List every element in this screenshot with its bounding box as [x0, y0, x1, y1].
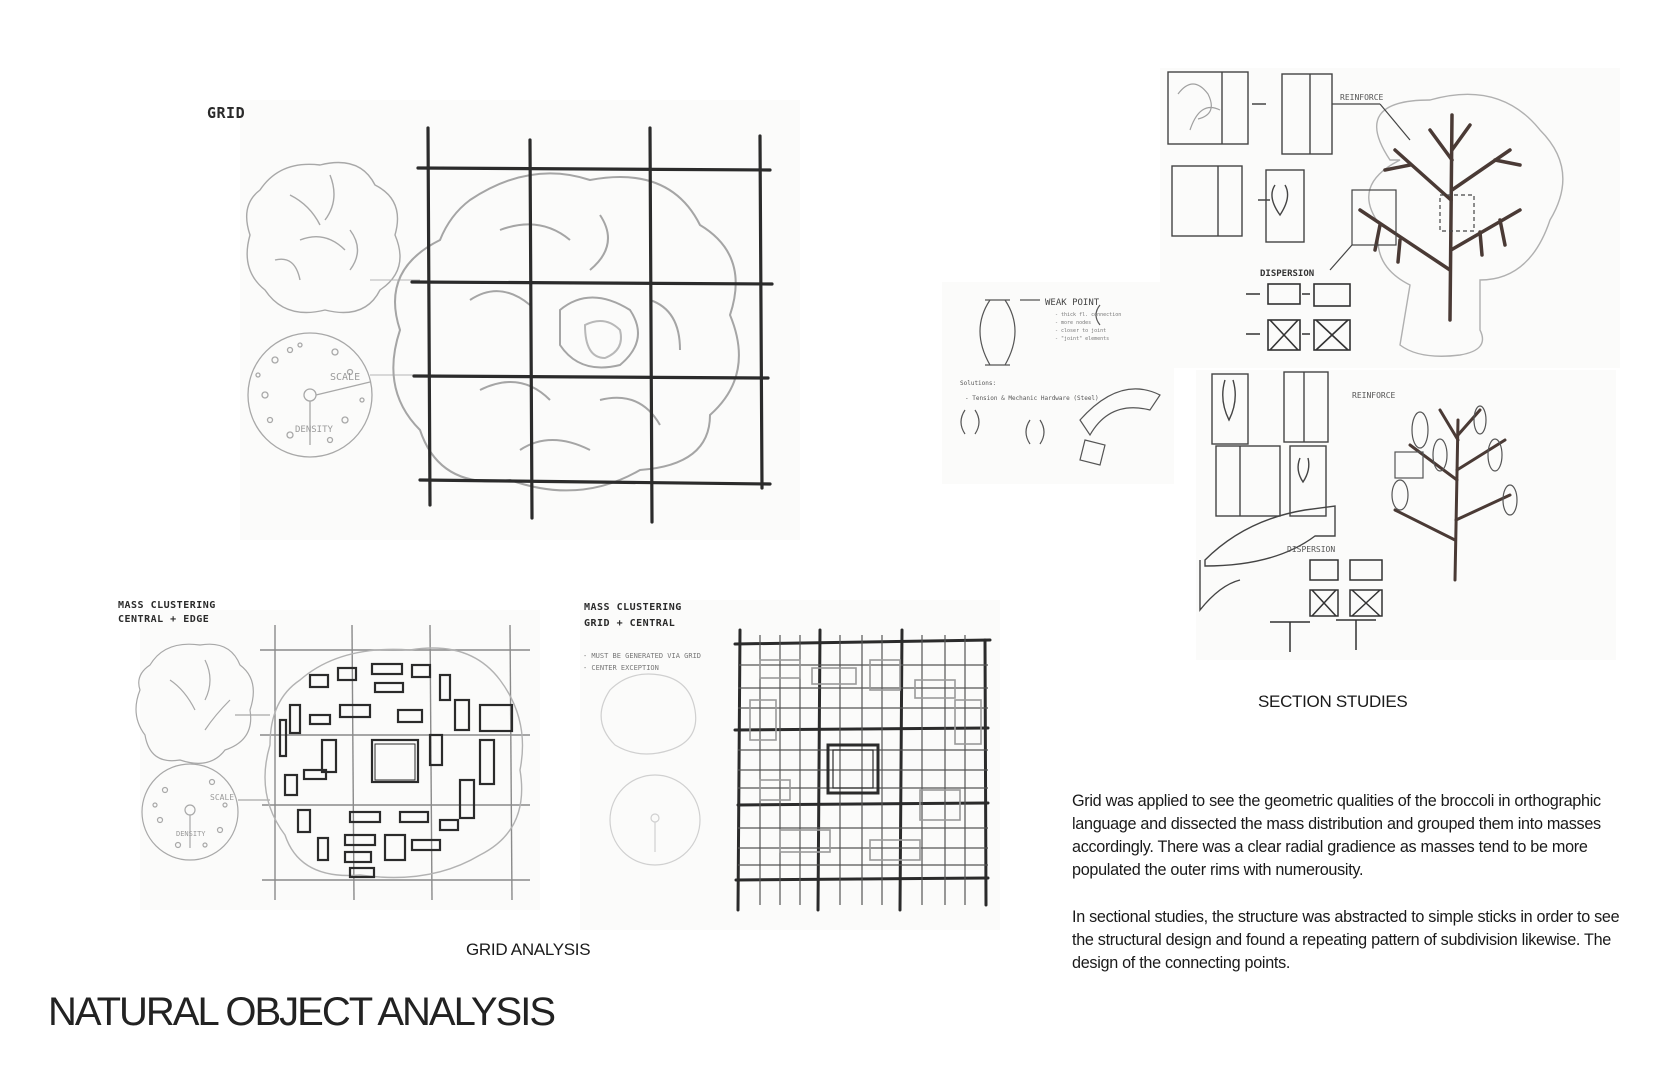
svg-text:- closer to joint: - closer to joint — [1055, 328, 1107, 334]
dispersion-label-1: DISPERSION — [1260, 269, 1315, 279]
mass-clustering-2-label-line1: MASS CLUSTERING — [584, 602, 682, 613]
description-paragraph-2: In sectional studies, the structure was abstracted to simple sticks in order to see the structural design and found a repeating pattern of subdivision likewise. The design of the connecting points. — [1072, 908, 1620, 972]
svg-text:- "joint" elements: - "joint" elements — [1055, 336, 1110, 342]
grid-sketch-label: GRID — [207, 104, 246, 122]
description-block — [1072, 790, 1632, 999]
reinforce-label-2: REINFORCE — [1352, 391, 1396, 400]
scale-label-2: SCALE — [210, 793, 235, 802]
mass-note-2: - CENTER EXCEPTION — [583, 664, 659, 672]
svg-text:- Tension & Mechanic Hardware: - Tension & Mechanic Hardware (Steel) — [965, 395, 1099, 402]
weak-point-label: WEAK POINT — [1045, 298, 1100, 308]
svg-text:- more nodes: - more nodes — [1055, 320, 1092, 326]
mass-clustering-1-label-line1: MASS CLUSTERING — [118, 600, 216, 611]
description-paragraph-1: Grid was applied to see the geometric qualities of the broccoli in orthographic language and dissected the mass distribution and grouped them into masses accordingly. There was a clear radial gradience as masses tend to be more populated the outer rims with numerousity. — [1072, 792, 1601, 879]
scale-label-1: SCALE — [330, 372, 361, 383]
svg-text:- thick fl. connection: - thick fl. connection — [1055, 312, 1122, 318]
grid-analysis-caption: GRID ANALYSIS — [466, 940, 591, 959]
svg-text:Solutions:: Solutions: — [960, 380, 997, 387]
mass-clustering-1-label-line2: CENTRAL + EDGE — [118, 614, 210, 625]
dispersion-label-2: DISPERSION — [1287, 545, 1336, 554]
mass-note-1: - MUST BE GENERATED VIA GRID — [583, 652, 702, 660]
reinforce-label-1: REINFORCE — [1340, 93, 1384, 102]
section-studies-caption: SECTION STUDIES — [1258, 692, 1408, 711]
page-title: NATURAL OBJECT ANALYSIS — [48, 990, 555, 1034]
mass-clustering-2-label-line2: GRID + CENTRAL — [584, 618, 676, 629]
density-label-2: DENSITY — [176, 830, 206, 838]
density-label-1: DENSITY — [295, 425, 333, 435]
